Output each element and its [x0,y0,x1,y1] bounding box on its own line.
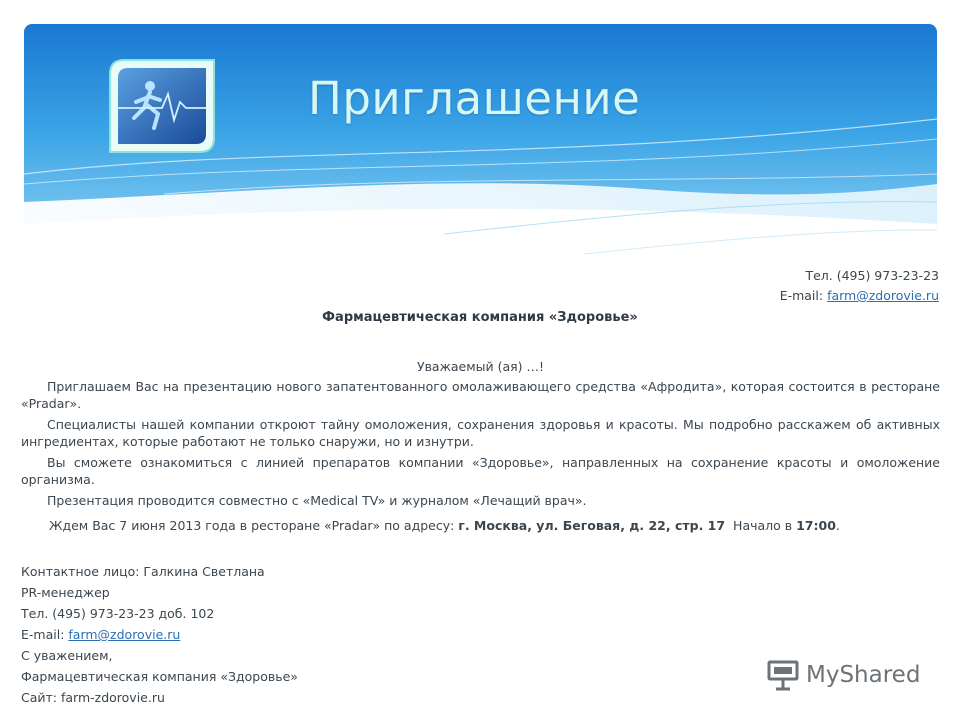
page-title: Приглашение [308,72,641,125]
footer-contact-block [21,561,298,708]
myshared-watermark [766,655,926,695]
paragraph-invitation: Приглашаем Вас на презентацию нового запатентованного омолаживающего средства «Афродита», которая состоится в ресторане «Pradar». [21,379,940,411]
contact-email-line [21,624,298,645]
top-email-link[interactable]: farm@zdorovie.ru [827,288,939,303]
greeting: Уважаемый (ая) …! [416,359,545,374]
company-logo [106,58,218,154]
contact-email-link[interactable]: farm@zdorovie.ru [68,627,181,642]
event-lead: Ждем Вас 7 июня 2013 года в ресторане «Pradar» по адресу: [49,518,459,533]
contact-person: Контактное лицо: Галкина Светлана [21,564,265,579]
footer-company: Фармацевтическая компания «Здоровье» [21,669,298,684]
top-contact-block [780,266,939,306]
event-time: 17:00 [796,518,836,533]
top-email-label: E-mail: [779,288,828,303]
top-email-line [780,286,939,306]
event-address: г. Москва, ул. Беговая, д. 22, стр. 17 [458,518,726,533]
paragraph-partners: Презентация проводится совместно с «Medical TV» и журналом «Лечащий врач». [47,493,587,508]
event-start-label: Начало в [733,518,797,533]
contact-email-label: E-mail: [21,627,69,642]
footer-site: Сайт: farm-zdorovie.ru [21,690,165,705]
company-heading: Фармацевтическая компания «Здоровье» [322,310,638,325]
paragraph-specialists: Специалисты нашей компании откроют тайну омоложения, сохранения здоровья и красоты. Мы подробно расскажем об активных ингредиентах, которые работают не только снаружи, но и изнутри. [21,417,940,449]
event-end: . [835,518,840,533]
regards: С уважением, [21,648,113,663]
contact-position: PR-менеджер [21,585,110,600]
running-man-heartbeat-icon [106,58,218,154]
contact-phone: Тел. (495) 973-23-23 доб. 102 [21,606,215,621]
letter-body [21,358,940,538]
watermark-text: MyShared [806,662,921,688]
paragraph-products: Вы сможете ознакомиться с линией препаратов компании «Здоровье», направленных на сохранение красоты и омоложение организма. [21,455,940,487]
projector-icon [766,658,800,692]
top-phone: Тел. (495) 973-23-23 [805,268,939,283]
paragraph-event-details [21,517,940,534]
